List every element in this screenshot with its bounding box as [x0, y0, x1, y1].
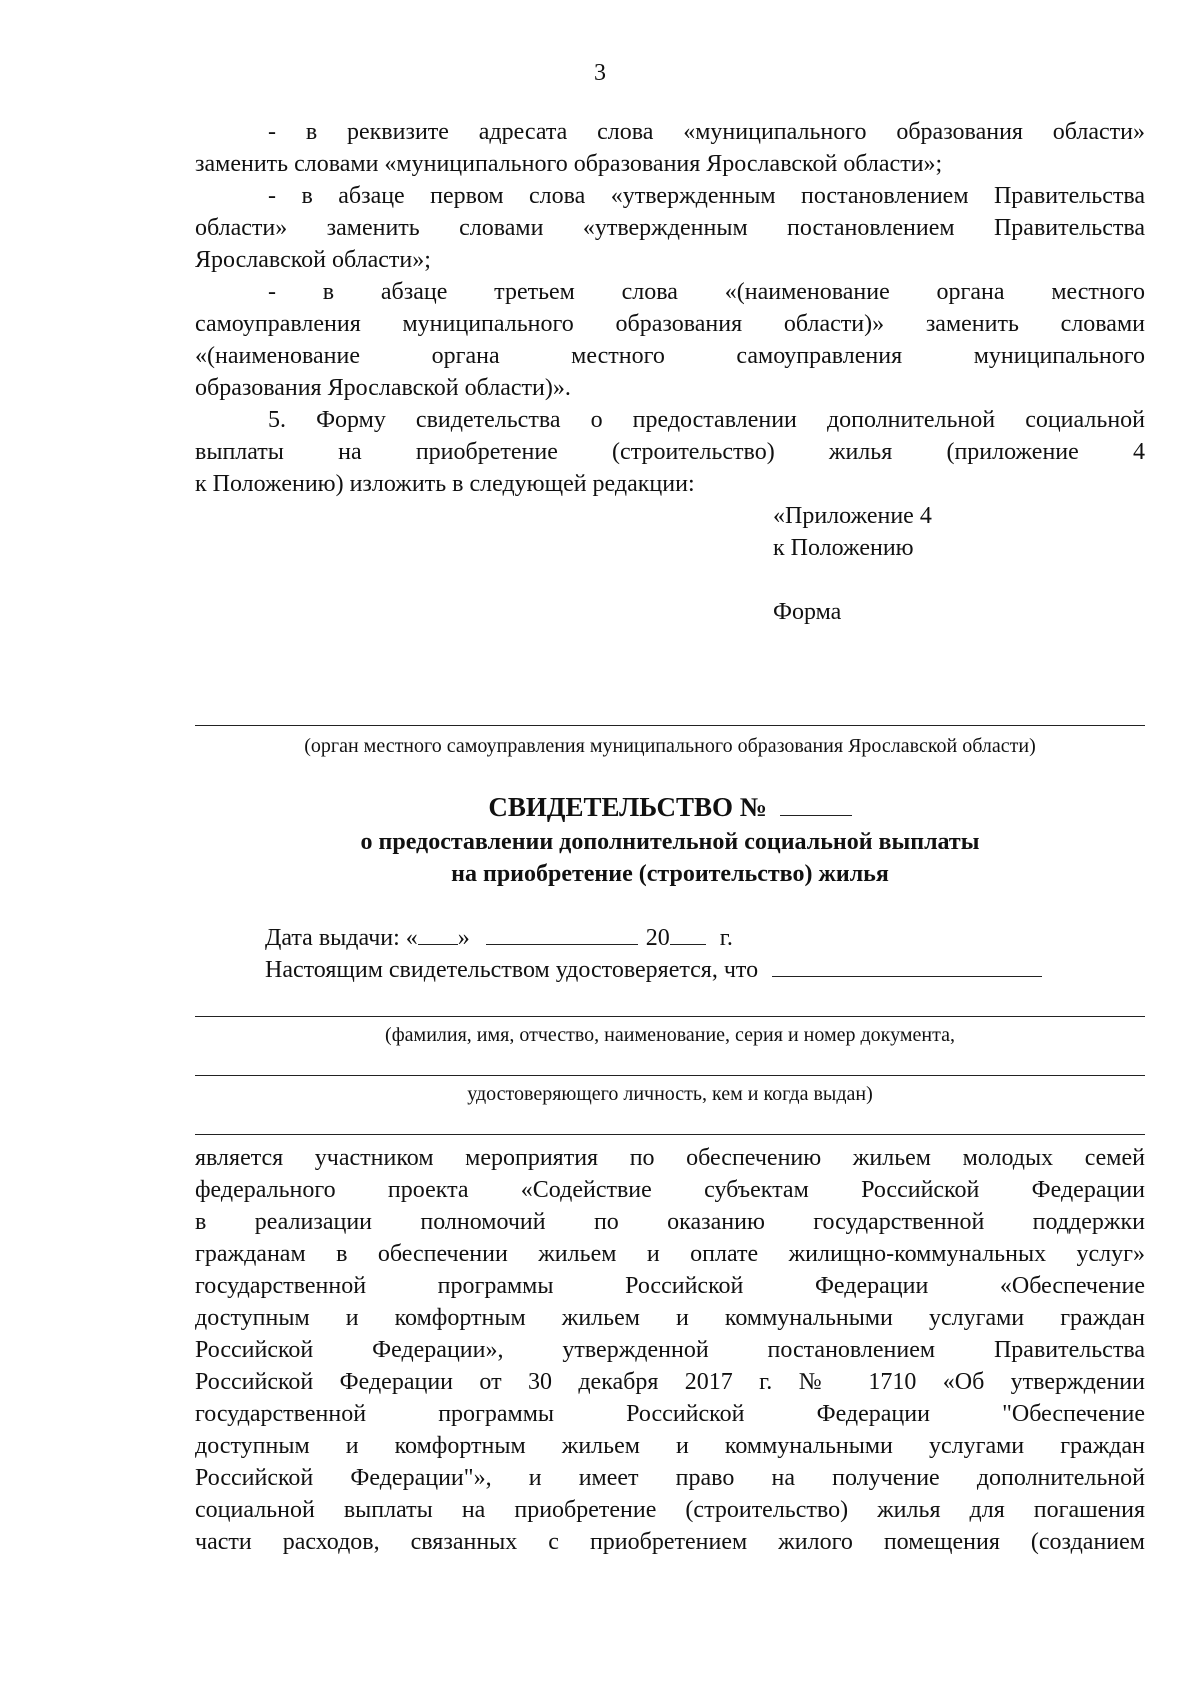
certificate-title-text: СВИДЕТЕЛЬСТВО №	[488, 792, 767, 822]
text-line: Российской Федерации», утвержденной постановлением Правительства	[195, 1337, 1145, 1363]
authority-name-line	[195, 725, 1145, 726]
appendix-reference	[773, 500, 932, 564]
text-line: Российской Федерации"», и имеет право на получение дополнительной	[195, 1465, 1145, 1491]
certify-text: Настоящим свидетельством удостоверяется, что	[265, 957, 759, 983]
amendment-paragraph-4	[195, 404, 1145, 500]
amendment-paragraph-3	[195, 276, 1145, 404]
issue-day-blank	[418, 922, 458, 945]
form-label: Форма	[773, 599, 842, 625]
certificate-subtitle-1: о предоставлении дополнительной социальной выплаты	[360, 829, 980, 855]
recipient-name-line-1	[195, 1016, 1145, 1017]
appendix-line-1: «Приложение 4	[773, 503, 932, 529]
certificate-title	[195, 790, 1145, 824]
text-line: доступным и комфортным жильем и коммунальными услугами граждан	[195, 1305, 1145, 1331]
certificate-subtitle-2: на приобретение (строительство) жилья	[451, 861, 889, 887]
text-line: в реализации полномочий по оказанию государственной поддержки	[195, 1209, 1145, 1235]
text-line: - в реквизите адресата слова «муниципального образования области»	[268, 119, 1145, 145]
certificate-body-paragraph	[195, 1142, 1145, 1558]
text-line: Ярославской области»;	[195, 247, 431, 273]
text-line: гражданам в обеспечении жильем и оплате жилищно-коммунальных услуг»	[195, 1241, 1145, 1267]
text-line: образования Ярославской области)».	[195, 375, 571, 401]
issue-year-blank	[670, 922, 706, 945]
recipient-blank	[772, 954, 1042, 977]
issue-date-suffix: г.	[719, 925, 733, 951]
recipient-name-line-3	[195, 1134, 1145, 1135]
issue-date-century: 20	[645, 925, 670, 951]
text-line: - в абзаце первом слова «утвержденным постановлением Правительства	[268, 183, 1145, 209]
person-caption-2: удостоверяющего личность, кем и когда выдан)	[467, 1083, 873, 1105]
text-line: «(наименование органа местного самоуправления муниципального	[195, 343, 1145, 369]
text-line: социальной выплаты на приобретение (строительство) жилья для погашения	[195, 1497, 1145, 1523]
text-line: - в абзаце третьем слова «(наименование органа местного	[268, 279, 1145, 305]
certificate-number-blank	[780, 793, 852, 816]
text-line: выплаты на приобретение (строительство) жилья (приложение 4	[195, 439, 1145, 465]
amendment-paragraph-1	[195, 116, 1145, 180]
authority-caption: (орган местного самоуправления муниципального образования Ярославской области)	[304, 735, 1036, 757]
text-line: самоуправления муниципального образования области)» заменить словами	[195, 311, 1145, 337]
text-line: федерального проекта «Содействие субъектам Российской Федерации	[195, 1177, 1145, 1203]
issue-date-label: Дата выдачи: «	[265, 925, 418, 951]
text-line: доступным и комфортным жильем и коммунальными услугами граждан	[195, 1433, 1145, 1459]
text-line: к Положению) изложить в следующей редакции:	[195, 471, 695, 497]
certify-line	[265, 954, 1042, 986]
text-line: области» заменить словами «утвержденным постановлением Правительства	[195, 215, 1145, 241]
text-line: государственной программы Российской Федерации «Обеспечение	[195, 1273, 1145, 1299]
appendix-line-2: к Положению	[773, 535, 914, 561]
page-number: 3	[594, 60, 606, 86]
person-caption-1: (фамилия, имя, отчество, наименование, серия и номер документа,	[385, 1024, 955, 1046]
text-line: заменить словами «муниципального образования Ярославской области»;	[195, 151, 943, 177]
text-line: государственной программы Российской Федерации "Обеспечение	[195, 1401, 1145, 1427]
issue-month-blank	[486, 922, 638, 945]
issue-date-line	[265, 922, 733, 954]
text-line: 5. Форму свидетельства о предоставлении дополнительной социальной	[268, 407, 1145, 433]
text-line: является участником мероприятия по обеспечению жильем молодых семей	[195, 1145, 1145, 1171]
issue-date-close-quote: »	[457, 925, 470, 951]
recipient-name-line-2	[195, 1075, 1145, 1076]
text-line: части расходов, связанных с приобретением жилого помещения (созданием	[195, 1529, 1145, 1555]
amendment-paragraph-2	[195, 180, 1145, 276]
text-line: Российской Федерации от 30 декабря 2017 г. № 1710 «Об утверждении	[195, 1369, 1145, 1395]
